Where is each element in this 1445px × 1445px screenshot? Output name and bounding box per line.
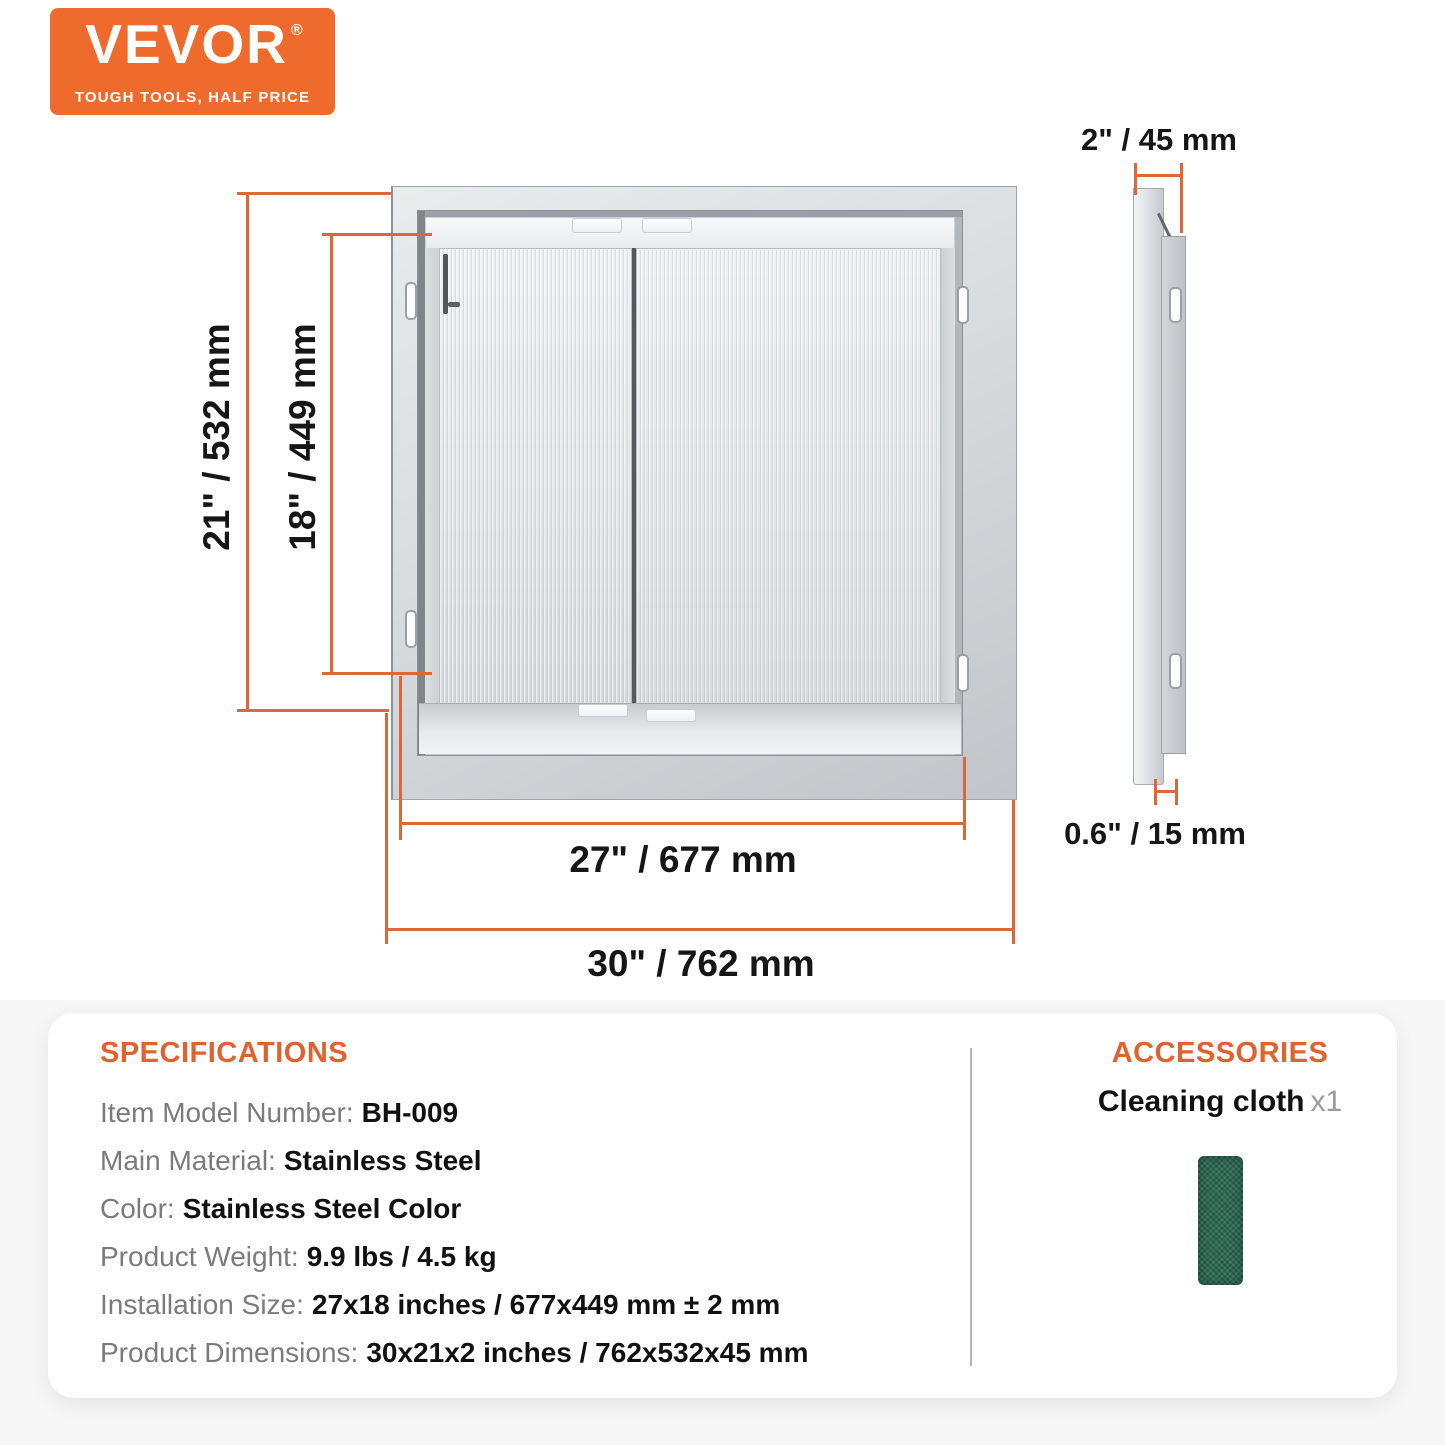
door-right-stile	[941, 248, 955, 704]
mounting-slot-top-right	[957, 286, 969, 324]
inner-height-label: 18" / 449 mm	[282, 323, 323, 551]
accessory-name: Cleaning cloth	[1097, 1085, 1305, 1118]
inner-width-label: 27" / 677 mm	[569, 839, 797, 880]
left-door-bottom-handle	[578, 704, 628, 717]
extension-line-inner-height-top	[322, 233, 432, 236]
outer-width-label: 30" / 762 mm	[587, 943, 815, 984]
accessory-quantity: x1	[1310, 1085, 1343, 1118]
right-door-panel	[636, 248, 941, 704]
dimension-line-depth	[1135, 174, 1183, 177]
accessories-section	[1040, 1036, 1400, 1285]
spec-row-product-dimensions: Product Dimensions: 30x21x2 inches / 762x532x45 mm	[100, 1337, 809, 1368]
door-side-view-flange	[1133, 188, 1164, 785]
vevor-logo	[50, 8, 335, 115]
spec-row-weight: Product Weight: 9.9 lbs / 4.5 kg	[100, 1241, 497, 1272]
right-door-bottom-handle	[646, 709, 696, 722]
door-front-view	[391, 186, 1017, 800]
dimension-line-inner-height	[330, 235, 333, 674]
card-divider	[970, 1048, 972, 1366]
hinge-arm	[448, 302, 460, 307]
spec-row-installation-size: Installation Size: 27x18 inches / 677x449 mm ± 2 mm	[100, 1289, 781, 1320]
door-left-stile	[425, 248, 439, 704]
accessories-title: ACCESSORIES	[1111, 1037, 1329, 1069]
specifications-section	[100, 1036, 940, 1384]
accessory-item	[1040, 1084, 1400, 1120]
tick-depth-left	[1134, 163, 1137, 195]
left-door-panel	[439, 248, 632, 704]
dimension-line-outer-height	[246, 194, 249, 711]
side-mounting-slot-top	[1169, 287, 1182, 323]
extension-line-inner-width-right	[963, 757, 966, 840]
mounting-slot-top-left	[405, 282, 417, 320]
spec-row-model: Item Model Number: BH-009	[100, 1097, 459, 1128]
dimension-line-outer-width	[385, 928, 1015, 931]
spec-row-color: Color: Stainless Steel Color	[100, 1193, 462, 1224]
right-door-top-handle	[642, 218, 692, 233]
vevor-logo-tagline: TOUGH TOOLS, HALF PRICE	[74, 88, 311, 106]
extension-line-outer-height-bottom	[237, 709, 389, 712]
door-panels	[439, 248, 941, 704]
specifications-title: SPECIFICATIONS	[100, 1037, 349, 1069]
extension-line-inner-width-left	[399, 676, 402, 840]
flange-thickness-label: 0.6" / 15 mm	[1064, 816, 1246, 851]
extension-line-inner-height-bottom	[322, 672, 432, 675]
extension-line-outer-height-top	[237, 192, 391, 195]
tick-depth-right	[1180, 163, 1183, 233]
specifications-list	[100, 1096, 940, 1370]
depth-label: 2" / 45 mm	[1081, 122, 1237, 157]
left-door-top-handle	[572, 218, 622, 233]
mounting-slot-bottom-left	[405, 610, 417, 648]
extension-line-outer-width-left	[385, 713, 388, 944]
outer-height-label: 21" / 532 mm	[196, 323, 237, 551]
mounting-slot-bottom-right	[957, 654, 969, 692]
tick-flange-left	[1154, 779, 1157, 805]
tick-flange-right	[1175, 779, 1178, 805]
cleaning-cloth-image	[1198, 1156, 1243, 1285]
vevor-logo-wordmark: VEVOR ®	[85, 12, 303, 75]
dimension-line-inner-width	[399, 822, 966, 825]
spec-row-material: Main Material: Stainless Steel	[100, 1145, 482, 1176]
registered-trademark-symbol: ®	[290, 21, 303, 39]
side-mounting-slot-bottom	[1169, 653, 1182, 689]
